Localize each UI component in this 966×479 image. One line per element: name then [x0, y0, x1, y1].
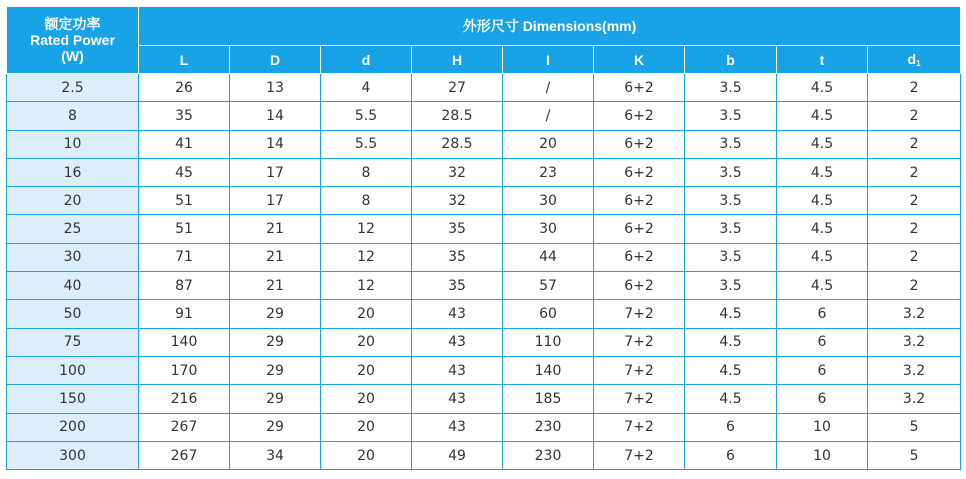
dimension-cell: 20 — [321, 300, 412, 328]
dimension-cell: 6 — [777, 356, 868, 384]
rated-power-cell: 30 — [7, 243, 139, 271]
dimension-cell: 57 — [503, 272, 594, 300]
table-row — [7, 187, 961, 215]
dimension-cell: 4.5 — [777, 130, 868, 158]
dimension-cell: 3.5 — [685, 272, 777, 300]
dimension-cell: 6 — [685, 413, 777, 441]
dimension-cell: 35 — [139, 102, 230, 130]
dimension-cell: 8 — [321, 187, 412, 215]
dimension-cell: 51 — [139, 215, 230, 243]
dimension-cell: 230 — [503, 441, 594, 469]
dimension-cell: 32 — [412, 158, 503, 186]
dimension-cell: 5 — [868, 413, 961, 441]
dimension-cell: 3.5 — [685, 74, 777, 102]
dimension-cell: 4.5 — [777, 243, 868, 271]
table-row — [7, 356, 961, 384]
table-row — [7, 74, 961, 102]
dimension-cell: 2 — [868, 74, 961, 102]
table-row — [7, 413, 961, 441]
column-header-6 — [594, 46, 685, 74]
dimension-cell: 5 — [868, 441, 961, 469]
dimension-cell: 2 — [868, 272, 961, 300]
dimension-cell: 7+2 — [594, 441, 685, 469]
rated-power-cell: 100 — [7, 356, 139, 384]
dimension-cell: 35 — [412, 272, 503, 300]
dimension-cell: 267 — [139, 413, 230, 441]
dimension-cell: 6+2 — [594, 187, 685, 215]
dimension-cell: 4.5 — [685, 328, 777, 356]
dimension-cell: 20 — [321, 441, 412, 469]
dimension-cell: 185 — [503, 385, 594, 413]
dimension-cell: 140 — [503, 356, 594, 384]
dimension-cell: 5.5 — [321, 130, 412, 158]
dimension-cell: 28.5 — [412, 102, 503, 130]
rated-power-cell: 300 — [7, 441, 139, 469]
dimension-cell: 21 — [230, 243, 321, 271]
dimension-cell: 17 — [230, 187, 321, 215]
dimension-cell: 43 — [412, 356, 503, 384]
dimension-cell: 32 — [412, 187, 503, 215]
header-row-columns — [7, 46, 961, 74]
dimensions-table — [6, 6, 961, 470]
dimension-cell: / — [503, 74, 594, 102]
dimension-cell: 28.5 — [412, 130, 503, 158]
dimension-cell: 6+2 — [594, 158, 685, 186]
dimension-cell: 44 — [503, 243, 594, 271]
dimension-cell: 2 — [868, 215, 961, 243]
dimension-cell: 267 — [139, 441, 230, 469]
dimension-cell: 20 — [321, 385, 412, 413]
dimension-cell: 6+2 — [594, 272, 685, 300]
dimension-cell: 7+2 — [594, 300, 685, 328]
dimension-cell: 41 — [139, 130, 230, 158]
column-header-label: d — [361, 51, 371, 68]
dimension-cell: 5.5 — [321, 102, 412, 130]
column-header-label: L — [179, 51, 189, 68]
dimension-cell: 2 — [868, 187, 961, 215]
rated-power-header — [7, 7, 139, 74]
column-header-label: t — [819, 51, 825, 68]
dimension-cell: 12 — [321, 243, 412, 271]
dimension-cell: 29 — [230, 356, 321, 384]
dimension-cell: 20 — [321, 413, 412, 441]
table-row — [7, 441, 961, 469]
dimension-cell: 20 — [321, 328, 412, 356]
table-row — [7, 215, 961, 243]
dimension-cell: 45 — [139, 158, 230, 186]
dimension-cell: 8 — [321, 158, 412, 186]
column-header-label: b — [726, 51, 735, 68]
column-header-7 — [685, 46, 777, 74]
dimension-cell: 13 — [230, 74, 321, 102]
dimension-cell: 4.5 — [777, 158, 868, 186]
dimension-cell: 140 — [139, 328, 230, 356]
column-header-label: D — [269, 51, 281, 68]
dimension-cell: 6+2 — [594, 74, 685, 102]
dimension-cell: 3.5 — [685, 243, 777, 271]
table-row — [7, 243, 961, 271]
dimension-cell: 21 — [230, 215, 321, 243]
dimension-cell: 34 — [230, 441, 321, 469]
dimension-cell: 110 — [503, 328, 594, 356]
table-row — [7, 102, 961, 130]
table-row — [7, 300, 961, 328]
dimension-cell: 2 — [868, 158, 961, 186]
table-row — [7, 130, 961, 158]
column-header-4 — [412, 46, 503, 74]
dimension-cell: 21 — [230, 272, 321, 300]
dimension-cell: 4.5 — [777, 187, 868, 215]
dimension-cell: 49 — [412, 441, 503, 469]
column-header-subscript: 1 — [916, 59, 921, 68]
dimension-cell: 14 — [230, 130, 321, 158]
dimension-cell: 2 — [868, 243, 961, 271]
dimension-cell: 7+2 — [594, 385, 685, 413]
dimension-cell: 12 — [321, 272, 412, 300]
dimensions-group-header: 外形尺寸 Dimensions(mm) — [139, 7, 961, 46]
rated-power-cell: 40 — [7, 272, 139, 300]
dimension-cell: 3.2 — [868, 300, 961, 328]
rated-power-header-cn: 额定功率 — [44, 16, 101, 32]
dimension-cell: 7+2 — [594, 328, 685, 356]
column-header-label: d — [907, 51, 917, 67]
dimension-cell: 6+2 — [594, 243, 685, 271]
table-body — [7, 74, 961, 470]
dimension-cell: 3.5 — [685, 187, 777, 215]
dimension-cell: 2 — [868, 130, 961, 158]
table-row — [7, 328, 961, 356]
dimension-cell: 17 — [230, 158, 321, 186]
dimension-cell: 4.5 — [777, 102, 868, 130]
dimension-cell: 43 — [412, 300, 503, 328]
rated-power-cell: 2.5 — [7, 74, 139, 102]
dimension-cell: 91 — [139, 300, 230, 328]
dimension-cell: 6 — [685, 441, 777, 469]
dimension-cell: 20 — [503, 130, 594, 158]
dimension-cell: 4.5 — [777, 215, 868, 243]
dimension-cell: 14 — [230, 102, 321, 130]
dimension-cell: 3.5 — [685, 215, 777, 243]
dimension-cell: 3.5 — [685, 158, 777, 186]
column-header-9 — [868, 46, 961, 74]
dimension-cell: 4.5 — [685, 385, 777, 413]
dimension-cell: 23 — [503, 158, 594, 186]
rated-power-cell: 16 — [7, 158, 139, 186]
dimension-cell: 35 — [412, 243, 503, 271]
dimension-cell: 60 — [503, 300, 594, 328]
dimension-cell: 29 — [230, 300, 321, 328]
rated-power-header-unit: (W) — [61, 48, 84, 64]
header-row-top — [7, 7, 961, 46]
table-row — [7, 272, 961, 300]
column-header-1 — [139, 46, 230, 74]
dimension-cell: 29 — [230, 328, 321, 356]
dimension-cell: 6+2 — [594, 102, 685, 130]
dimension-cell: 20 — [321, 356, 412, 384]
dimension-cell: / — [503, 102, 594, 130]
dimension-cell: 230 — [503, 413, 594, 441]
dimension-cell: 216 — [139, 385, 230, 413]
dimension-cell: 43 — [412, 413, 503, 441]
rated-power-cell: 25 — [7, 215, 139, 243]
dimension-cell: 10 — [777, 413, 868, 441]
rated-power-cell: 20 — [7, 187, 139, 215]
dimension-cell: 4.5 — [777, 272, 868, 300]
dimension-cell: 30 — [503, 215, 594, 243]
dimension-cell: 29 — [230, 413, 321, 441]
dimension-cell: 3.5 — [685, 130, 777, 158]
dimension-cell: 12 — [321, 215, 412, 243]
rated-power-cell: 200 — [7, 413, 139, 441]
dimension-cell: 4.5 — [685, 300, 777, 328]
dimension-cell: 3.5 — [685, 102, 777, 130]
dimension-cell: 87 — [139, 272, 230, 300]
column-header-2 — [230, 46, 321, 74]
dimension-cell: 27 — [412, 74, 503, 102]
dimension-cell: 51 — [139, 187, 230, 215]
dimension-cell: 71 — [139, 243, 230, 271]
dimension-cell: 3.2 — [868, 385, 961, 413]
column-header-5 — [503, 46, 594, 74]
dimension-cell: 6+2 — [594, 130, 685, 158]
dimension-cell: 7+2 — [594, 413, 685, 441]
dimension-cell: 6 — [777, 300, 868, 328]
dimension-cell: 26 — [139, 74, 230, 102]
column-header-label: I — [546, 51, 550, 68]
table-row — [7, 158, 961, 186]
dimension-cell: 7+2 — [594, 356, 685, 384]
dimension-cell: 3.2 — [868, 356, 961, 384]
column-header-3 — [321, 46, 412, 74]
dimension-cell: 6 — [777, 385, 868, 413]
dimension-cell: 170 — [139, 356, 230, 384]
spec-table-container — [6, 6, 960, 470]
dimension-cell: 10 — [777, 441, 868, 469]
rated-power-cell: 8 — [7, 102, 139, 130]
rated-power-cell: 150 — [7, 385, 139, 413]
rated-power-header-en: Rated Power — [30, 32, 115, 48]
dimension-cell: 4.5 — [777, 74, 868, 102]
dimension-cell: 43 — [412, 328, 503, 356]
column-header-8 — [777, 46, 868, 74]
rated-power-cell: 75 — [7, 328, 139, 356]
rated-power-cell: 10 — [7, 130, 139, 158]
dimension-cell: 35 — [412, 215, 503, 243]
table-row — [7, 385, 961, 413]
dimension-cell: 2 — [868, 102, 961, 130]
dimension-cell: 29 — [230, 385, 321, 413]
dimension-cell: 4.5 — [685, 356, 777, 384]
column-header-label: H — [451, 51, 463, 68]
rated-power-cell: 50 — [7, 300, 139, 328]
dimension-cell: 4 — [321, 74, 412, 102]
dimension-cell: 30 — [503, 187, 594, 215]
dimension-cell: 6+2 — [594, 215, 685, 243]
column-header-label: K — [633, 51, 645, 68]
dimension-cell: 43 — [412, 385, 503, 413]
dimension-cell: 3.2 — [868, 328, 961, 356]
dimension-cell: 6 — [777, 328, 868, 356]
